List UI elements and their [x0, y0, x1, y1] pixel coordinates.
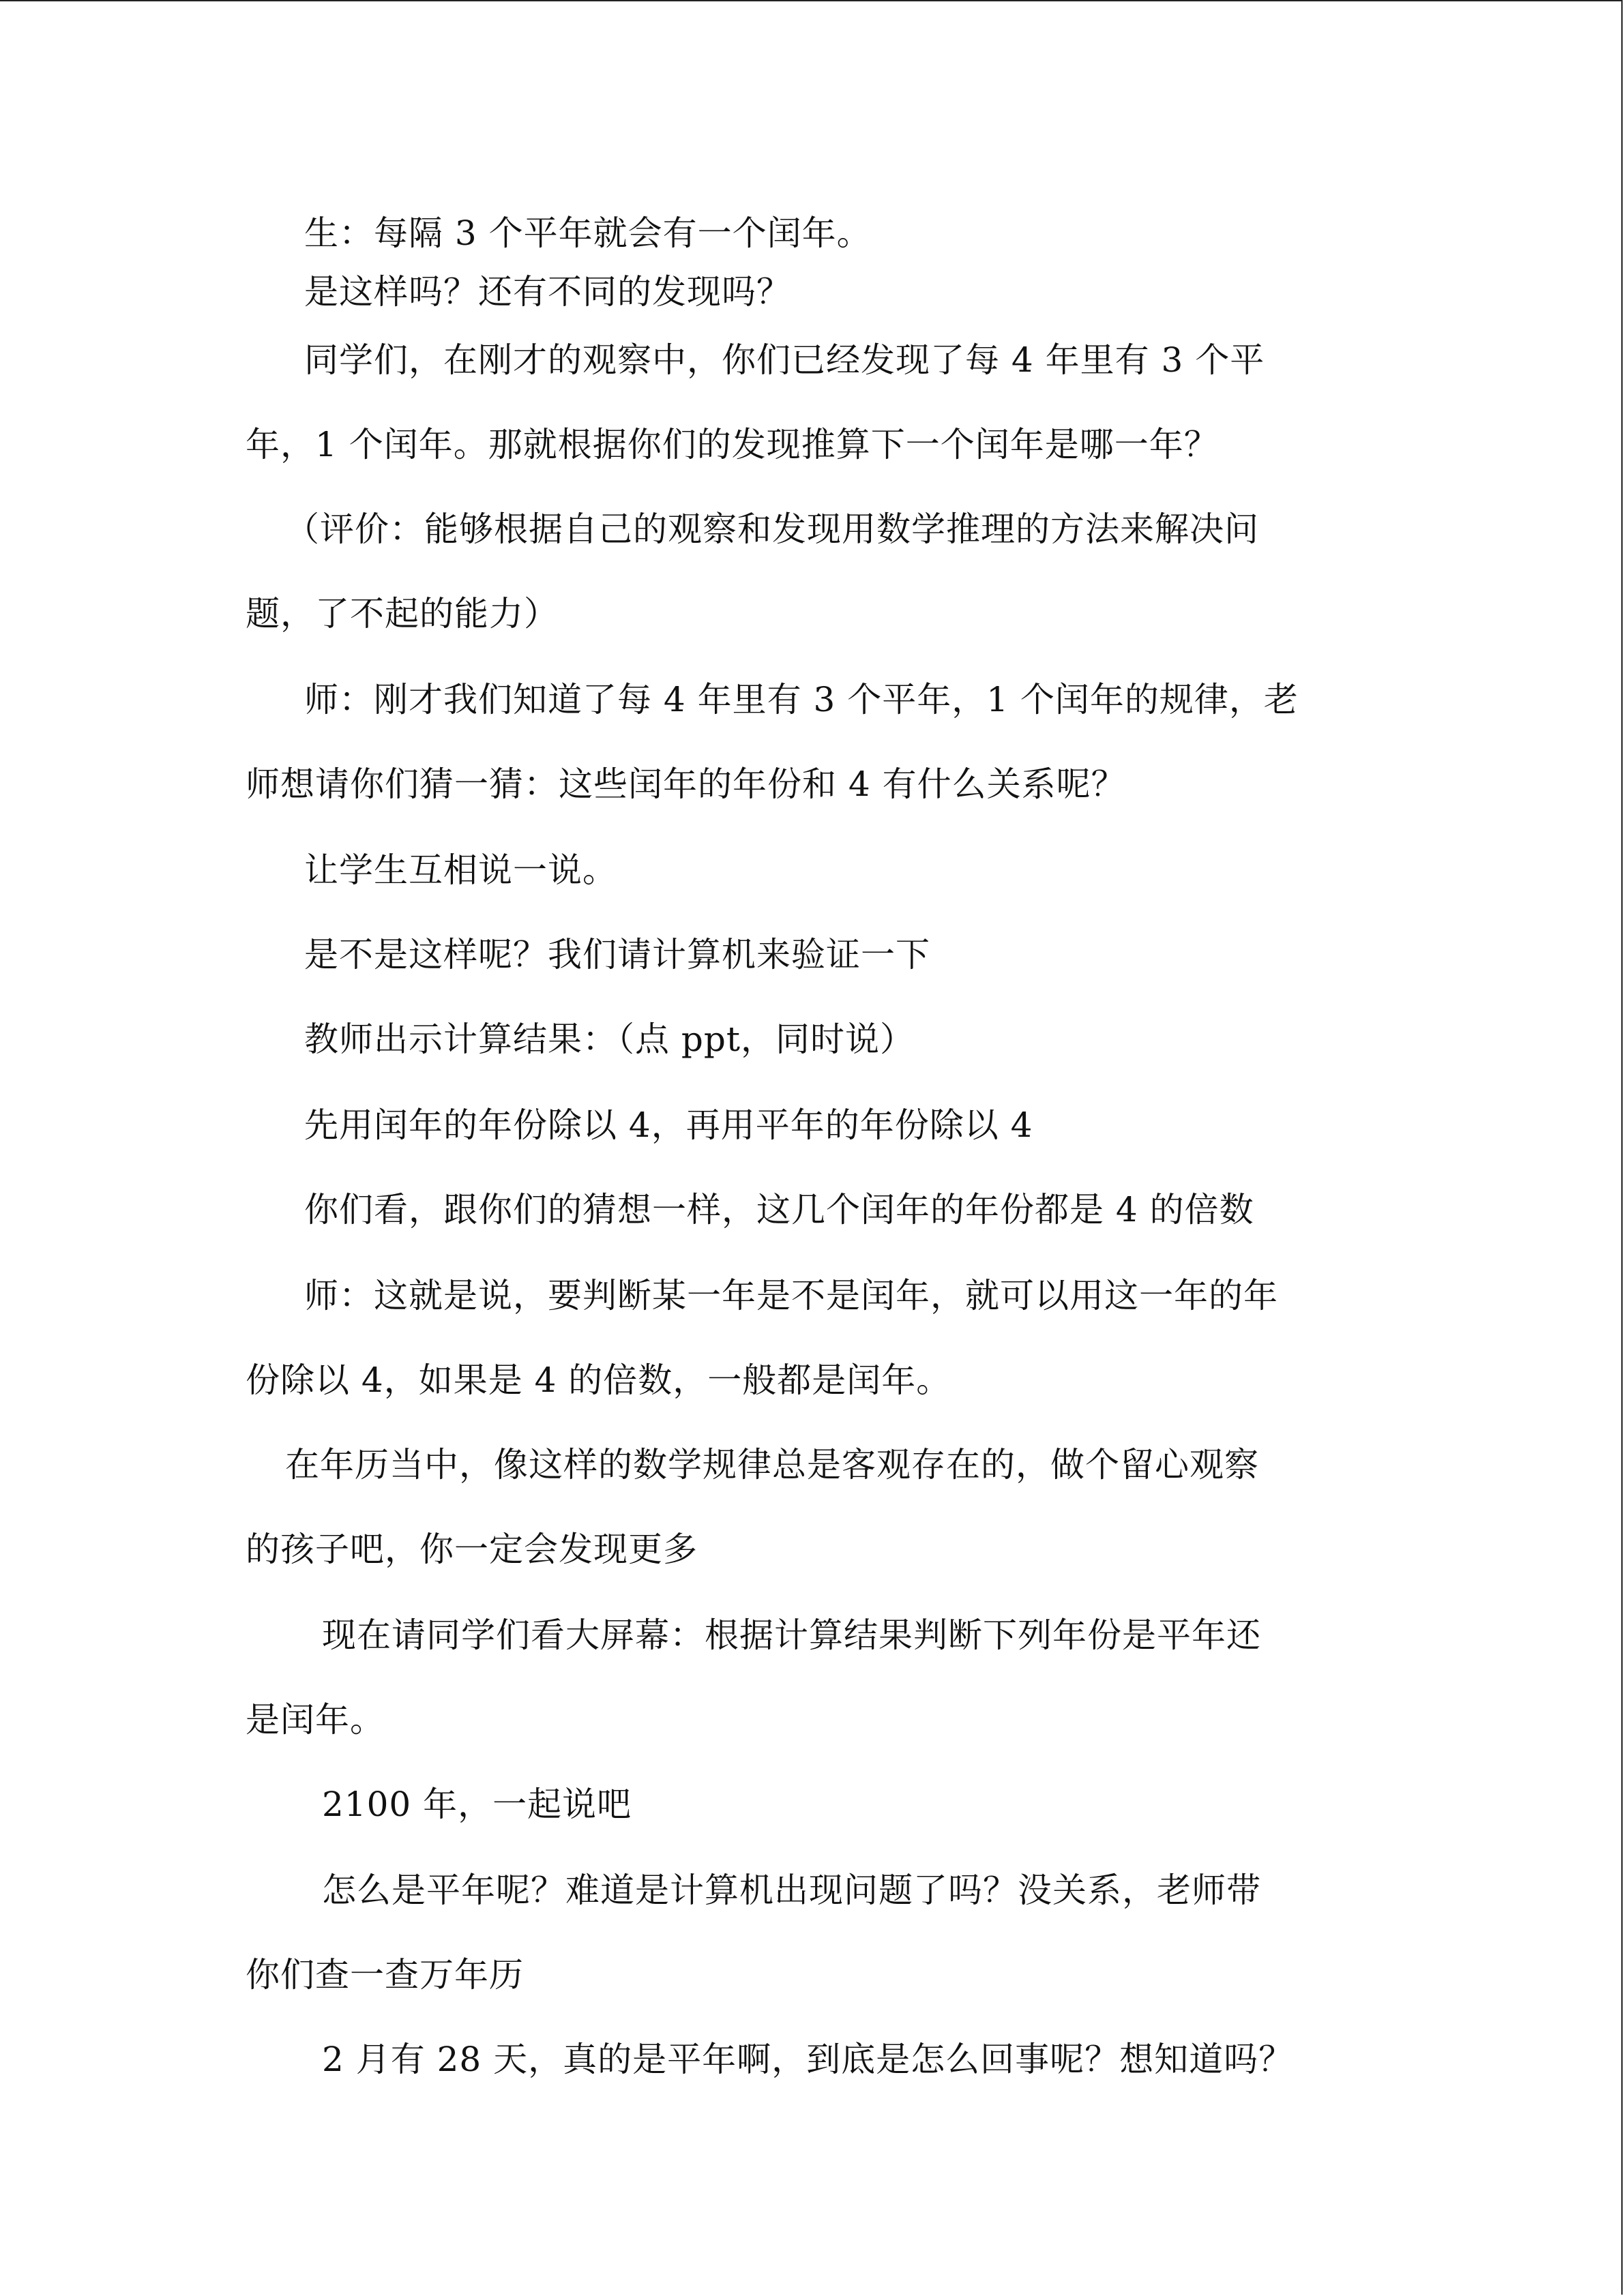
text-line-4: 年，1 个闰年。那就根据你们的发现推算下一个闰年是哪一年？ [246, 425, 1219, 464]
text-line-6: 题，了不起的能力） [246, 594, 559, 633]
text-line-15: 份除以 4，如果是 4 的倍数，一般都是闰年。 [246, 1360, 951, 1400]
text-line-11: 教师出示计算结果：（点 ppt，同时说） [304, 1019, 915, 1059]
text-line-20: 2100 年，一起说吧 [322, 1785, 632, 1824]
text-line-17: 的孩子吧，你一定会发现更多 [246, 1530, 698, 1569]
text-line-14: 师：这就是说，要判断某一年是不是闰年，就可以用这一年的年 [304, 1276, 1278, 1315]
text-line-5: （评价：能够根据自己的观察和发现用数学推理的方法来解决问 [285, 509, 1259, 549]
text-line-16: 在年历当中，像这样的数学规律总是客观存在的，做个留心观察 [285, 1445, 1259, 1485]
text-line-7: 师：刚才我们知道了每 4 年里有 3 个平年，1 个闰年的规律，老 [304, 680, 1299, 719]
text-line-19: 是闰年。 [246, 1700, 385, 1740]
text-line-21: 怎么是平年呢？难道是计算机出现问题了吗？没关系，老师带 [322, 1870, 1261, 1910]
text-line-9: 让学生互相说一说。 [304, 850, 617, 890]
text-line-18: 现在请同学们看大屏幕：根据计算结果判断下列年份是平年还 [322, 1615, 1261, 1655]
text-line-13: 你们看，跟你们的猜想一样，这几个闰年的年份都是 4 的倍数 [304, 1190, 1254, 1229]
text-line-1: 生：每隔 3 个平年就会有一个闰年。 [304, 213, 872, 253]
text-line-22: 你们查一查万年历 [246, 1955, 524, 1995]
text-line-12: 先用闰年的年份除以 4，再用平年的年份除以 4 [304, 1105, 1033, 1145]
text-line-2: 是这样吗？还有不同的发现吗？ [304, 272, 791, 312]
text-line-23: 2 月有 28 天，真的是平年啊，到底是怎么回事呢？想知道吗？ [322, 2040, 1294, 2079]
text-line-10: 是不是这样呢？我们请计算机来验证一下 [304, 935, 930, 974]
text-line-8: 师想请你们猜一猜：这些闰年的年份和 4 有什么关系呢？ [246, 764, 1126, 804]
text-line-3: 同学们，在刚才的观察中，你们已经发现了每 4 年里有 3 个平 [304, 340, 1265, 380]
